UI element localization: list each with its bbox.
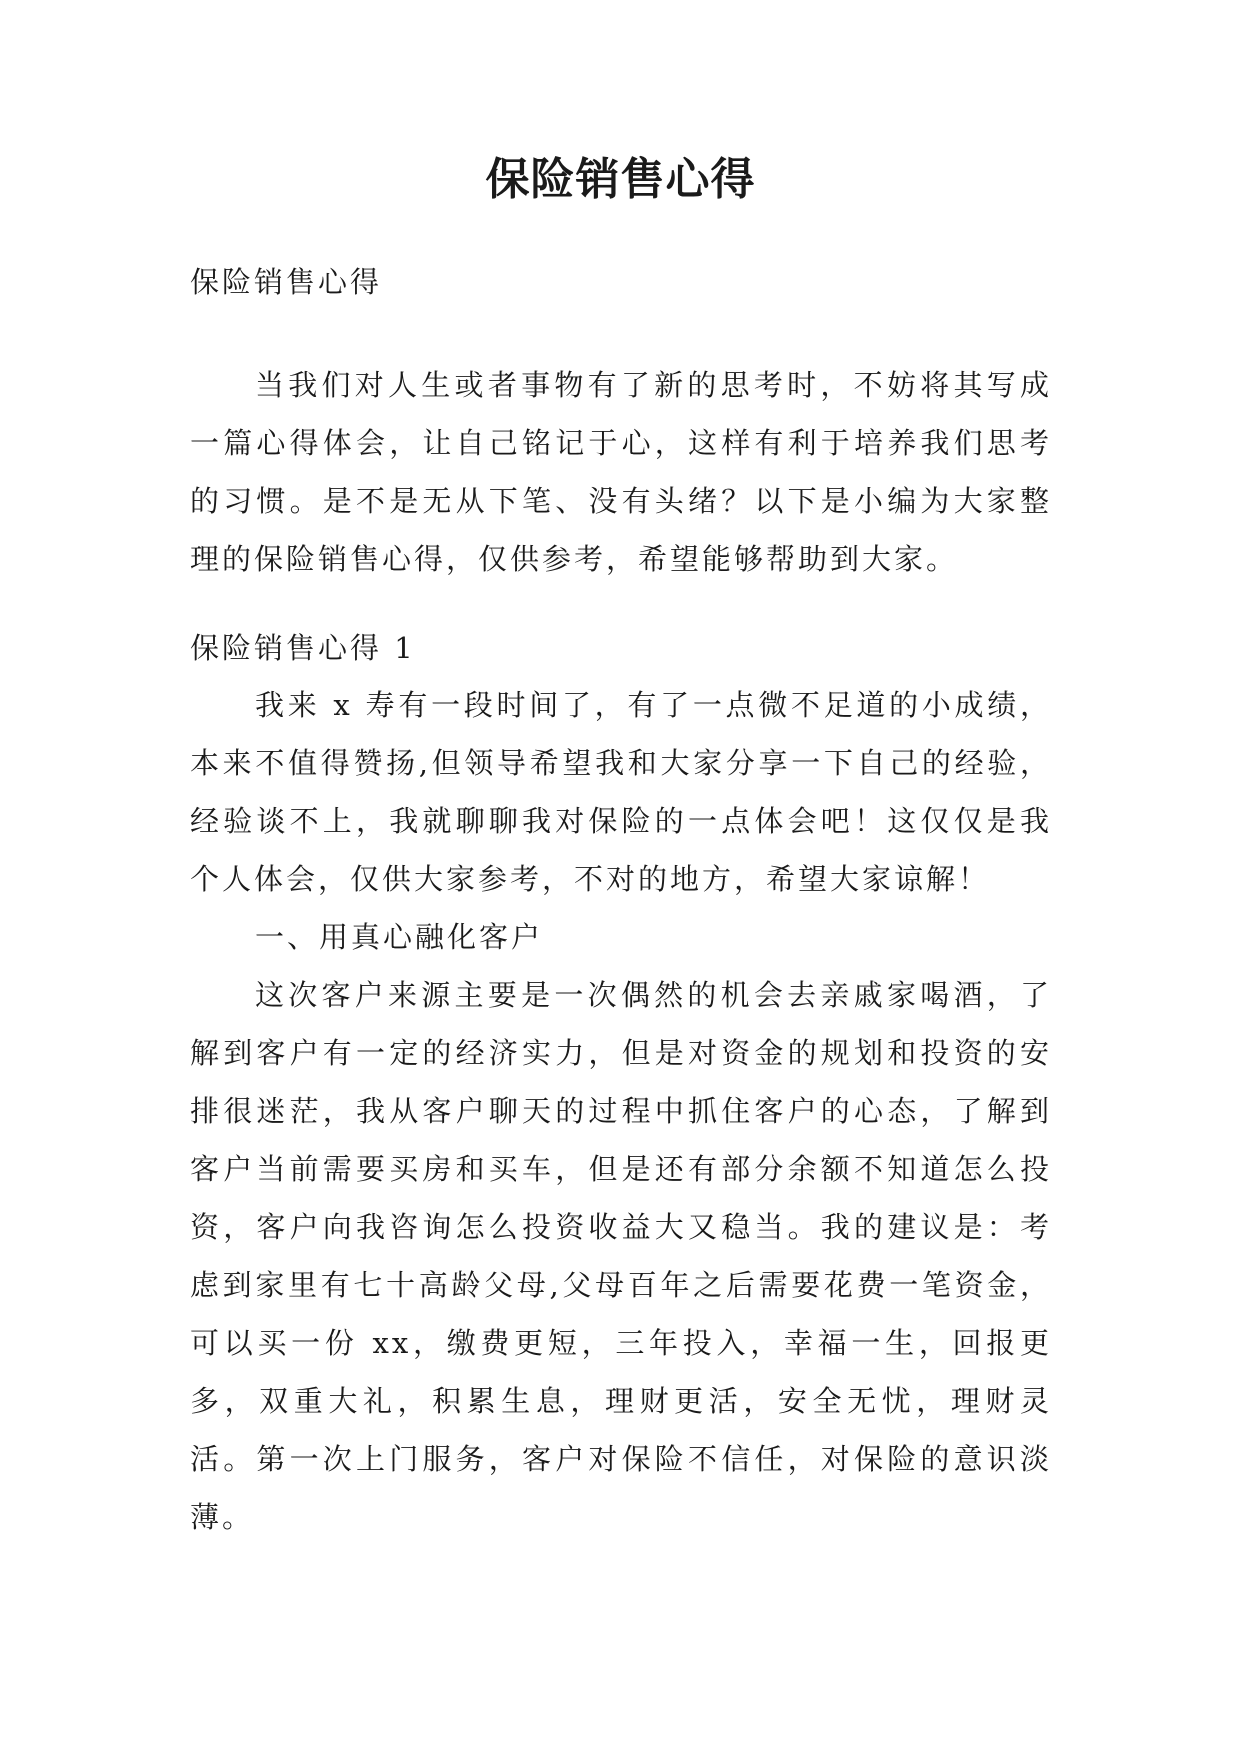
document-title: 保险销售心得 xyxy=(485,154,756,205)
section-heading: 一、用真心融化客户 xyxy=(255,920,544,954)
document-subtitle: 保险销售心得 xyxy=(190,265,383,299)
section-title: 保险销售心得 1 xyxy=(190,631,416,665)
intro-paragraph: 当我们对人生或者事物有了新的思考时，不妨将其写成一篇心得体会，让自己铭记于心，这样有利于培养我们思考的习惯。是不是无从下笔、没有头绪？以下是小编为大家整理的保险销售心得，仅供参考，希望能够帮助到大家。 xyxy=(190,368,1052,576)
body-paragraph: 我来 x 寿有一段时间了，有了一点微不足道的小成绩，本来不值得赞扬,但领导希望我和大家分享一下自己的经验，经验谈不上，我就聊聊我对保险的一点体会吧！这仅仅是我个人体会，仅供大家参考，不对的地方，希望大家谅解！ xyxy=(190,688,1052,896)
body-paragraph: 这次客户来源主要是一次偶然的机会去亲戚家喝酒，了解到客户有一定的经济实力，但是对资金的规划和投资的安排很迷茫，我从客户聊天的过程中抓住客户的心态，了解到客户当前需要买房和买车，但是还有部分余额不知道怎么投资，客户向我咨询怎么投资收益大又稳当。我的建议是：考虑到家里有七十高龄父母,父母百年之后需要花费一笔资金，可以买一份 xx，缴费更短，三年投入，幸福一生，回报更多，双重大礼，积累生息，理财更活，安全无忧，理财灵活。第一次上门服务，客户对保险不信任，对保险的意识淡薄。 xyxy=(190,978,1052,1534)
